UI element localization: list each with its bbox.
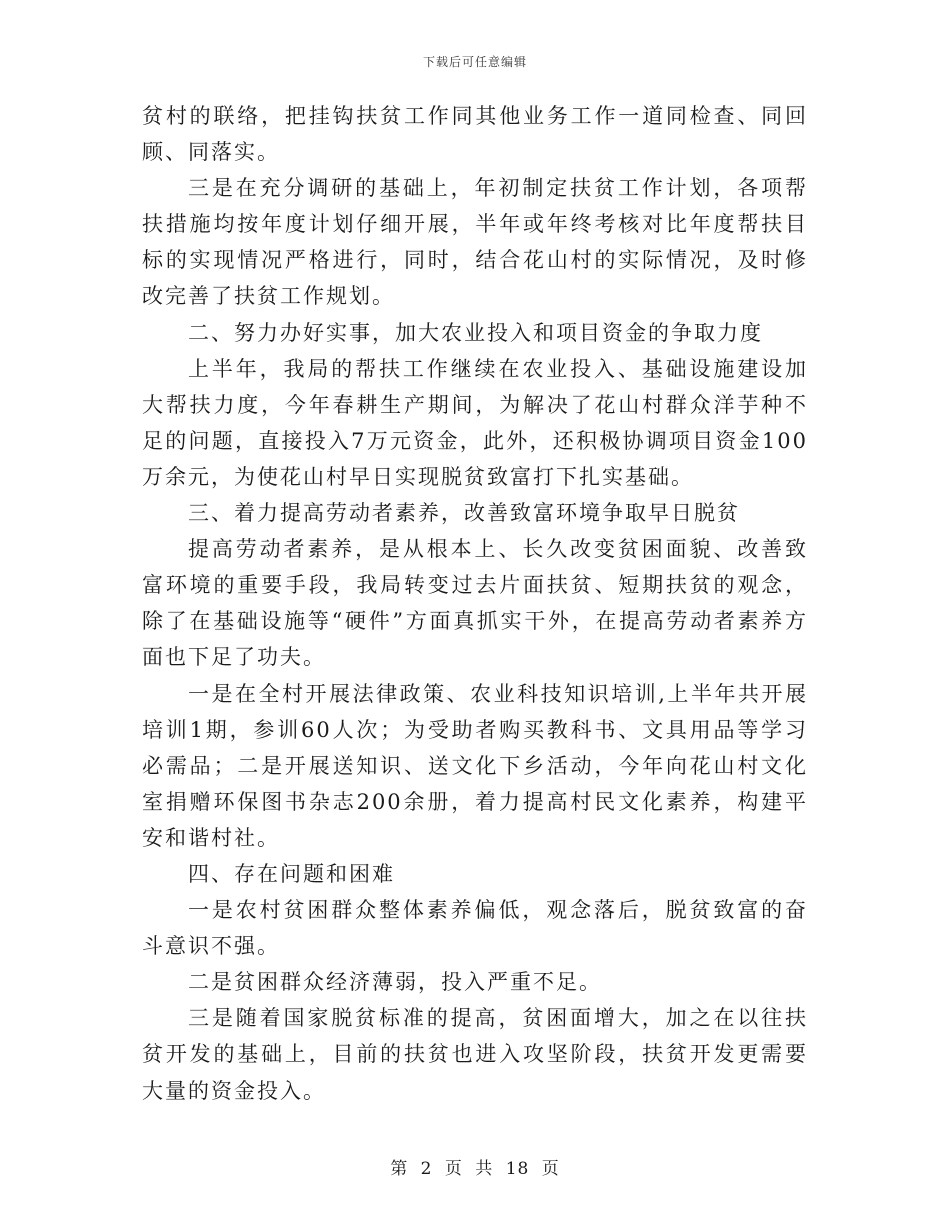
paragraph: 二是贫困群众经济薄弱，投入严重不足。 xyxy=(188,970,602,995)
paragraph: 三是随着国家脱贫标准的提高，贫困面增大，加之在以往扶贫开发的基础上，目前的扶贫也进入攻坚阶段，扶贫开发更需要大量的资金投入。 xyxy=(142,1006,808,1103)
document-body xyxy=(142,98,808,1109)
paragraph: 三是在充分调研的基础上，年初制定扶贫工作计划，各项帮扶措施均按年度计划仔细开展，半年或年终考核对比年度帮扶目标的实现情况严格进行，同时，结合花山村的实际情况，及时修改完善了扶贫工作规划。 xyxy=(142,176,808,309)
paragraph: 贫村的联络，把挂钩扶贫工作同其他业务工作一道同检查、同回顾、同落实。 xyxy=(142,104,808,165)
page-number-footer: 第 2 页 共 18 页 xyxy=(390,1159,560,1179)
paragraph: 提高劳动者素养，是从根本上、长久改变贫困面貌、改善致富环境的重要手段，我局转变过去片面扶贫、短期扶贫的观念，除了在基础设施等“硬件”方面真抓实干外，在提高劳动者素养方面也下足了功夫。 xyxy=(142,537,808,670)
section-heading: 四、存在问题和困难 xyxy=(188,861,395,886)
page-header: 下载后可任意编辑 xyxy=(422,55,527,69)
paragraph: 一是在全村开展法律政策、农业科技知识培训,上半年共开展培训1期，参训60人次；为受助者购买教科书、文具用品等学习必需品；二是开展送知识、送文化下乡活动，今年向花山村文化室捐赠环保图书杂志200余册，着力提高村民文化素养，构建平安和谐村社。 xyxy=(142,681,808,850)
paragraph: 一是农村贫困群众整体素养偏低，观念落后，脱贫致富的奋斗意识不强。 xyxy=(142,898,808,959)
section-heading: 三、着力提高劳动者素养，改善致富环境争取早日脱贫 xyxy=(188,501,740,526)
section-heading: 二、努力办好实事，加大农业投入和项目资金的争取力度 xyxy=(188,320,763,345)
paragraph: 上半年，我局的帮扶工作继续在农业投入、基础设施建设加大帮扶力度，今年春耕生产期间，为解决了花山村群众洋芋种不足的问题，直接投入7万元资金，此外，还积极协调项目资金100万余元，为使花山村早日实现脱贫致富打下扎实基础。 xyxy=(142,356,808,489)
